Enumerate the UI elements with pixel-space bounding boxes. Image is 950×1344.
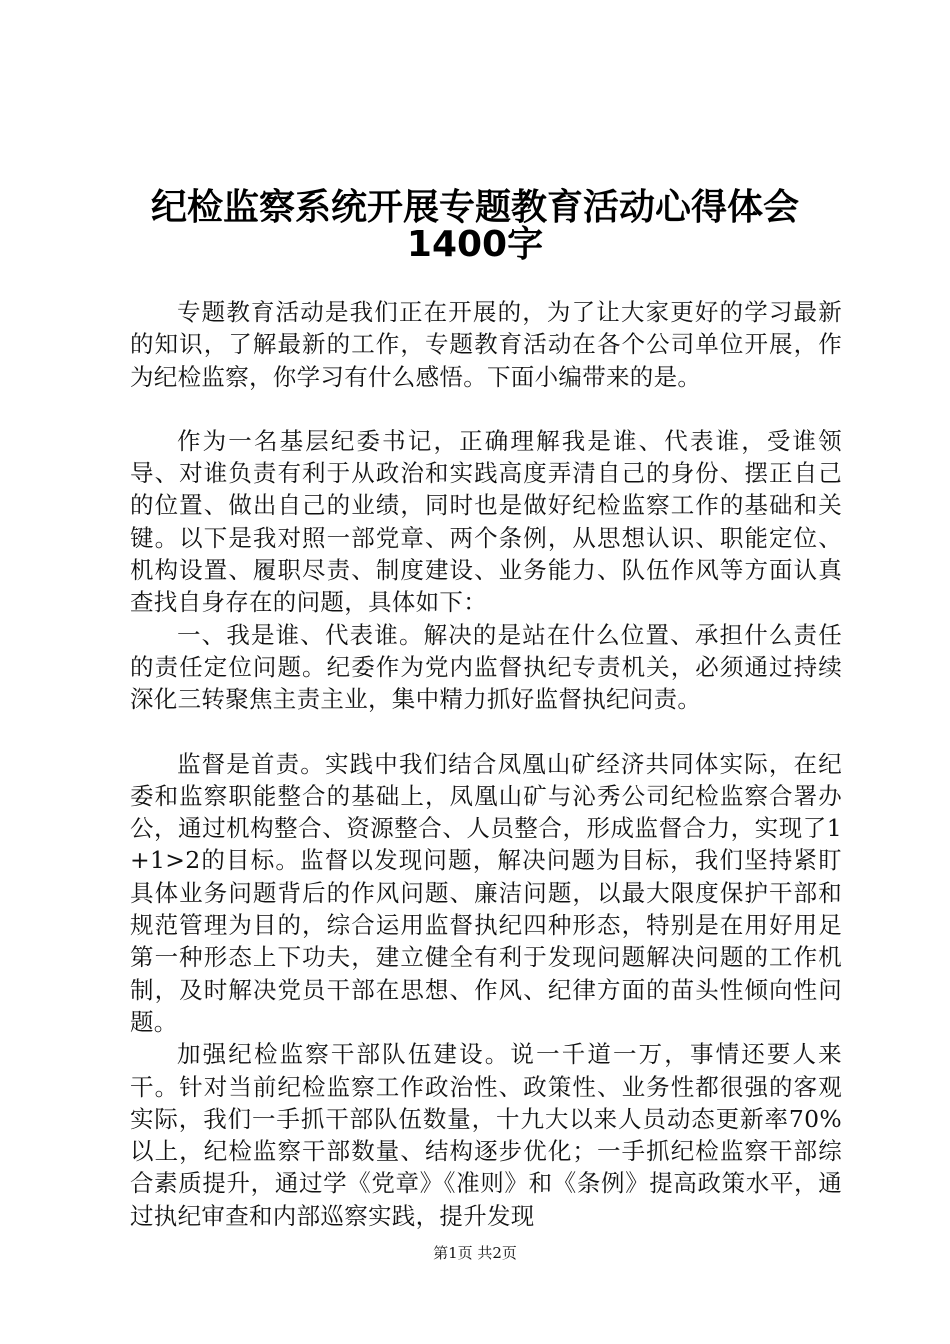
page-number-footer: 第1页 共2页 (433, 1244, 517, 1262)
document-body (130, 296, 842, 1232)
paragraph-team-building: 加强纪检监察干部队伍建设。说一千道一万，事情还要人来干。针对当前纪检监察工作政治性、政策性、业务性都很强的客观实际，我们一手抓干部队伍数量，十九大以来人员动态更新率70%以上，纪检监察干部数量、结构逐步优化；一手抓纪检监察干部综合素质提升，通过学《党章》《准则》和《条例》提高政策水平，通过执纪审查和内部巡察实践，提升发现 (130, 1040, 842, 1230)
paragraph-self-check: 作为一名基层纪委书记，正确理解我是谁、代表谁，受谁领导、对谁负责有利于从政治和实践高度弄清自己的身份、摆正自己的位置、做出自己的业绩，同时也是做好纪检监察工作的基础和关键。以下是我对照一部党章、两个条例，从思想认识、职能定位、机构设置、履职尽责、制度建设、业务能力、队伍作风等方面认真查找自身存在的问题，具体如下： (130, 426, 842, 617)
paragraph-gap (130, 716, 842, 748)
document-title-word-count: 1400字 (406, 224, 544, 265)
document-title: 纪检监察系统开展专题教育活动心得体会 (150, 187, 799, 228)
paragraph-gap (130, 393, 842, 425)
paragraph-supervision: 监督是首责。实践中我们结合凤凰山矿经济共同体实际，在纪委和监察职能整合的基础上，凤凰山矿与沁秀公司纪检监察合署办公，通过机构整合、资源整合、人员整合，形成监督合力，实现了1+1>2的目标。监督以发现问题，解决问题为目标，我们坚持紧盯具体业务问题背后的作风问题、廉洁问题，以最大限度保护干部和规范管理为目的，综合运用监督执纪四种形态，特别是在用好用足第一种形态上下功夫，建立健全有利于发现问题解决问题的工作机制，及时解决党员干部在思想、作风、纪律方面的苗头性倾向性问题。 (130, 749, 842, 1036)
paragraph-intro: 专题教育活动是我们正在开展的，为了让大家更好的学习最新的知识，了解最新的工作，专题教育活动在各个公司单位开展，作为纪检监察，你学习有什么感悟。下面小编带来的是。 (130, 298, 842, 391)
paragraph-section-one: 一、我是谁、代表谁。解决的是站在什么位置、承担什么责任的责任定位问题。纪委作为党内监督执纪专责机关，必须通过持续深化三转聚焦主责主业，集中精力抓好监督执纪问责。 (130, 620, 842, 714)
